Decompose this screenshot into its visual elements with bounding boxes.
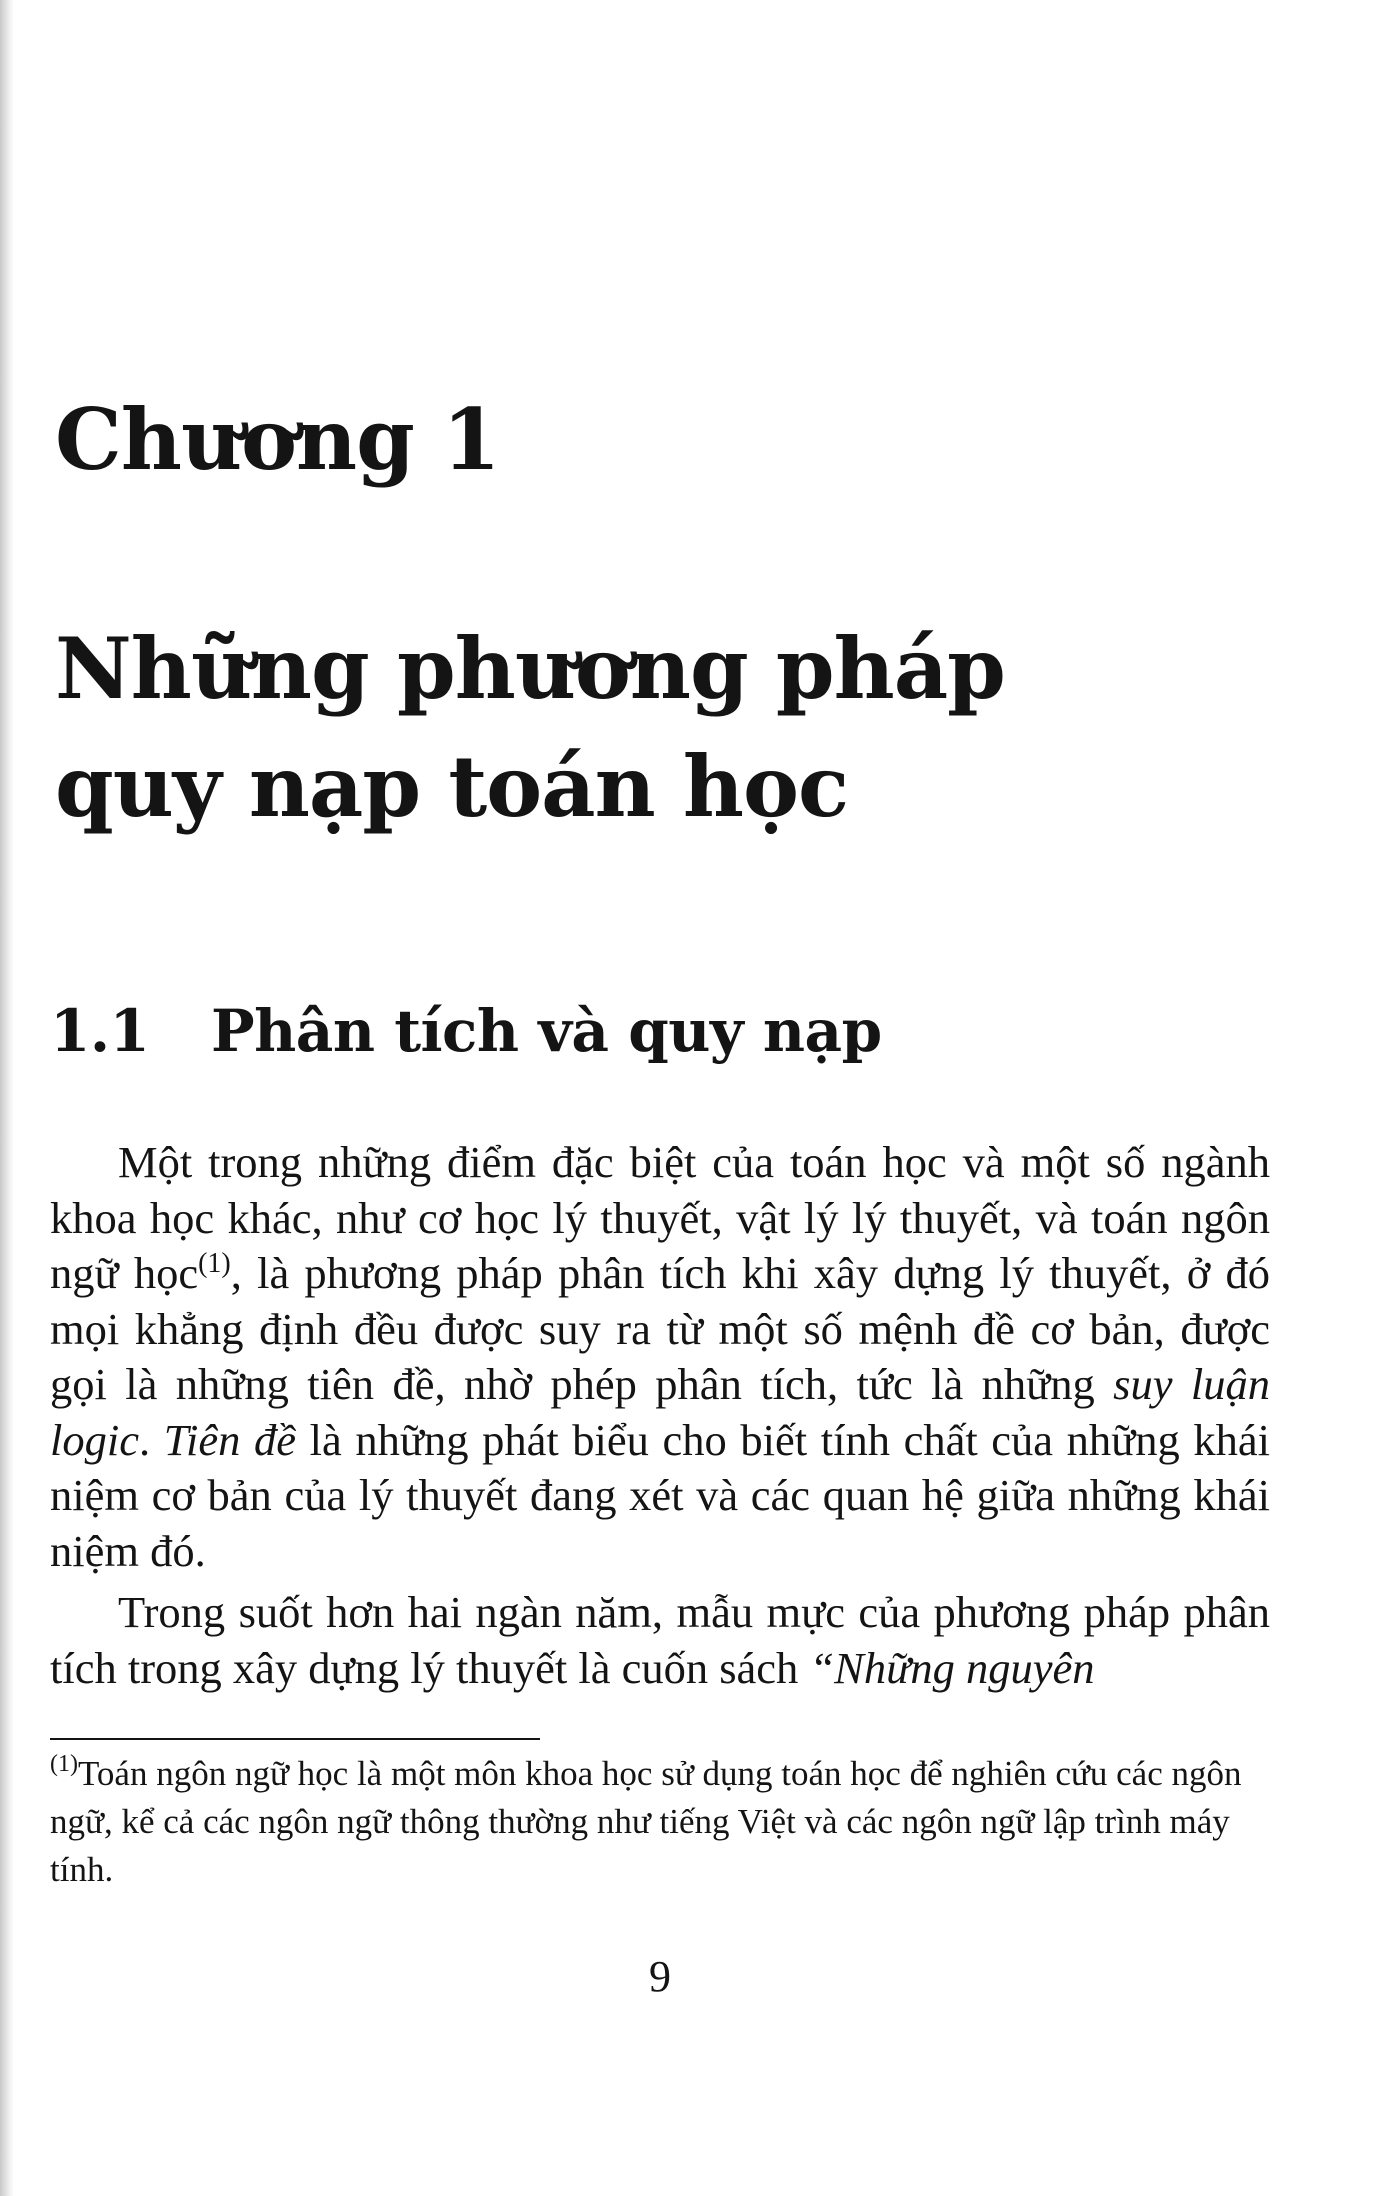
paragraph-2	[50, 1585, 1270, 1696]
section-number: 1.1	[50, 997, 150, 1065]
chapter-label: Chương 1	[55, 390, 500, 489]
chapter-title-line-2: quy nạp toán học	[55, 737, 849, 836]
section-title: Phân tích và quy nạp	[211, 997, 882, 1065]
emphasis-logic-inference: suy luận logic	[50, 1359, 1270, 1465]
paragraph-1-text-d: là những phát biểu cho biết tính chất của những khái niệm cơ bản của lý thuyết đang xét và các quan hệ giữa những khái niệm đó.	[50, 1414, 1271, 1576]
page-number: 9	[649, 1952, 671, 2001]
page-gutter-shadow	[0, 0, 14, 2196]
emphasis-axiom: Tiên đề	[163, 1414, 297, 1465]
footnote-marker: (1)	[50, 1751, 78, 1777]
paragraph-2-text-a: Trong suốt hơn hai ngàn năm, mẫu mực của phương pháp phân tích trong xây dựng lý thuyết là cuốn sách	[50, 1587, 1270, 1693]
paragraph-1	[50, 1135, 1270, 1579]
chapter-title	[55, 610, 1255, 846]
footnote-divider	[50, 1738, 540, 1740]
paragraph-1-text-c: .	[138, 1414, 164, 1465]
footnote-text: Toán ngôn ngữ học là một môn khoa học sử dụng toán học để nghiên cứu các ngôn ngữ, kể cả các ngôn ngữ thông thường như tiếng Việt và các ngôn ngữ lập trình máy tính.	[50, 1754, 1242, 1889]
section-heading	[50, 997, 882, 1065]
paragraph-1-text-a: Một trong những điểm đặc biệt của toán học và một số ngành khoa học khác, như cơ học lý thuyết, vật lý lý thuyết, và toán ngôn ngữ học	[50, 1137, 1270, 1298]
footnote-reference[interactable]: (1)	[198, 1248, 231, 1279]
emphasis-book-title: “Những nguyên	[809, 1642, 1095, 1693]
chapter-title-line-1: Những phương pháp	[55, 619, 1005, 718]
footnote	[50, 1750, 1270, 1894]
body-text	[50, 1135, 1270, 1696]
paragraph-1-text-b: , là phương pháp phân tích khi xây dựng lý thuyết, ở đó mọi khẳng định đều được suy ra từ một số mệnh đề cơ bản, được gọi là những tiên đề, nhờ phép phân tích, tức là những	[50, 1248, 1270, 1409]
